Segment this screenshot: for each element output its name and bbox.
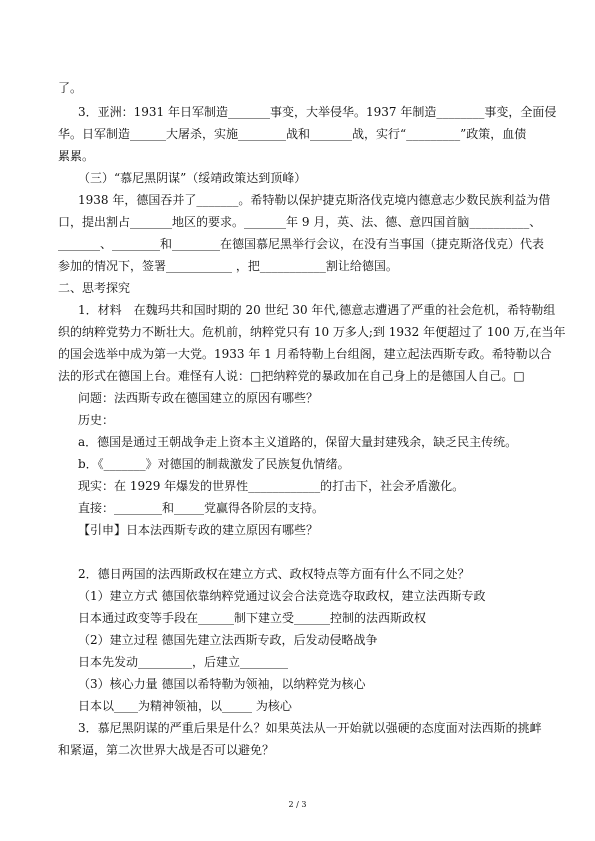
text-line: 华。日军制造______大屠杀，实施________战和_______战，实行“_________”政策，血债	[58, 127, 527, 141]
page-number: 2 / 3	[288, 800, 307, 809]
text-line: 法的形式在德国上台。难怪有人说：□把纳粹党的暴政加在自己身上的是德国人自己。□	[58, 369, 525, 383]
question-line: 3．慕尼黑阴谋的严重后果是什么？如果英法从一开始就以强硬的态度面对法西斯的挑衅	[78, 721, 542, 735]
text-line: 日本以____为精神领袖，以_____ 为核心	[78, 699, 292, 713]
text-line: （3）核心力量 德国以希特勒为领袖，以纳粹党为核心	[78, 677, 366, 691]
text-line: 口，提出割占_______地区的要求。_______年 9 月，英、法、德、意四国首脑__________、	[58, 215, 542, 229]
text-line: 参加的情况下，签署___________ ，把___________割让给德国。	[58, 259, 398, 273]
text-line: 1938 年，德国吞并了_______。希特勒以保护捷克斯洛伐克境内德意志少数民族利益为借	[78, 193, 551, 207]
section-heading: （三）“慕尼黑阴谋”（绥靖政策达到顶峰）	[78, 171, 307, 185]
text-line: （2）建立过程 德国先建立法西斯专政，后发动侵略战争	[78, 633, 378, 647]
question-line: 【引申】日本法西斯专政的建立原因有哪些？	[78, 523, 319, 537]
text-line: 3．亚洲：1931 年日军制造_______事变，大举侵华。1937 年制造________事变，全面侵	[78, 105, 557, 119]
text-line: b．《_______》对德国的制裁激发了民族复仇情绪。	[78, 457, 350, 471]
question-line: 问题：法西斯专政在德国建立的原因有哪些？	[78, 391, 319, 405]
text-line: 织的纳粹党势力不断壮大。危机前，纳粹党只有 10 万多人;到 1932 年便超过了 100 万,在当年	[58, 325, 566, 339]
text-line: （1）建立方式 德国依靠纳粹党通过议会合法竞选夺取政权，建立法西斯专政	[78, 589, 486, 603]
text-line: 累累。	[58, 149, 95, 163]
text-line: 1．材料 在魏玛共和国时期的 20 世纪 30 年代,德意志遭遇了严重的社会危机，希特勒组	[78, 303, 556, 317]
text-line: 了。	[58, 81, 83, 95]
text-line: a．德国是通过王朝战争走上资本主义道路的，保留大量封建残余，缺乏民主传统。	[78, 435, 518, 449]
text-line: 日本通过政变等手段在______制下建立受______控制的法西斯政权	[78, 611, 427, 625]
text-line: 和紧逼，第二次世界大战是否可以避免？	[58, 743, 275, 757]
text-line: 日本先发动_________，后建立________	[78, 655, 289, 669]
text-line: 直接：________和_____党赢得各阶层的支持。	[78, 501, 325, 515]
section-heading: 二、思考探究	[58, 281, 131, 295]
text-line: 的国会选举中成为第一大党。1933 年 1 月希特勒上台组阁，建立起法西斯专政。希特勒以合	[58, 347, 552, 361]
text-line: 历史：	[78, 413, 115, 427]
question-line: 2．德日两国的法西斯政权在建立方式、政权特点等方面有什么不同之处？	[78, 567, 470, 581]
text-line: _______、________和________在德国慕尼黑举行会议，在没有当事国（捷克斯洛伐克）代表	[58, 237, 545, 251]
text-line: 现实：在 1929 年爆发的世界性____________的打击下，社会矛盾激化。	[78, 479, 465, 493]
